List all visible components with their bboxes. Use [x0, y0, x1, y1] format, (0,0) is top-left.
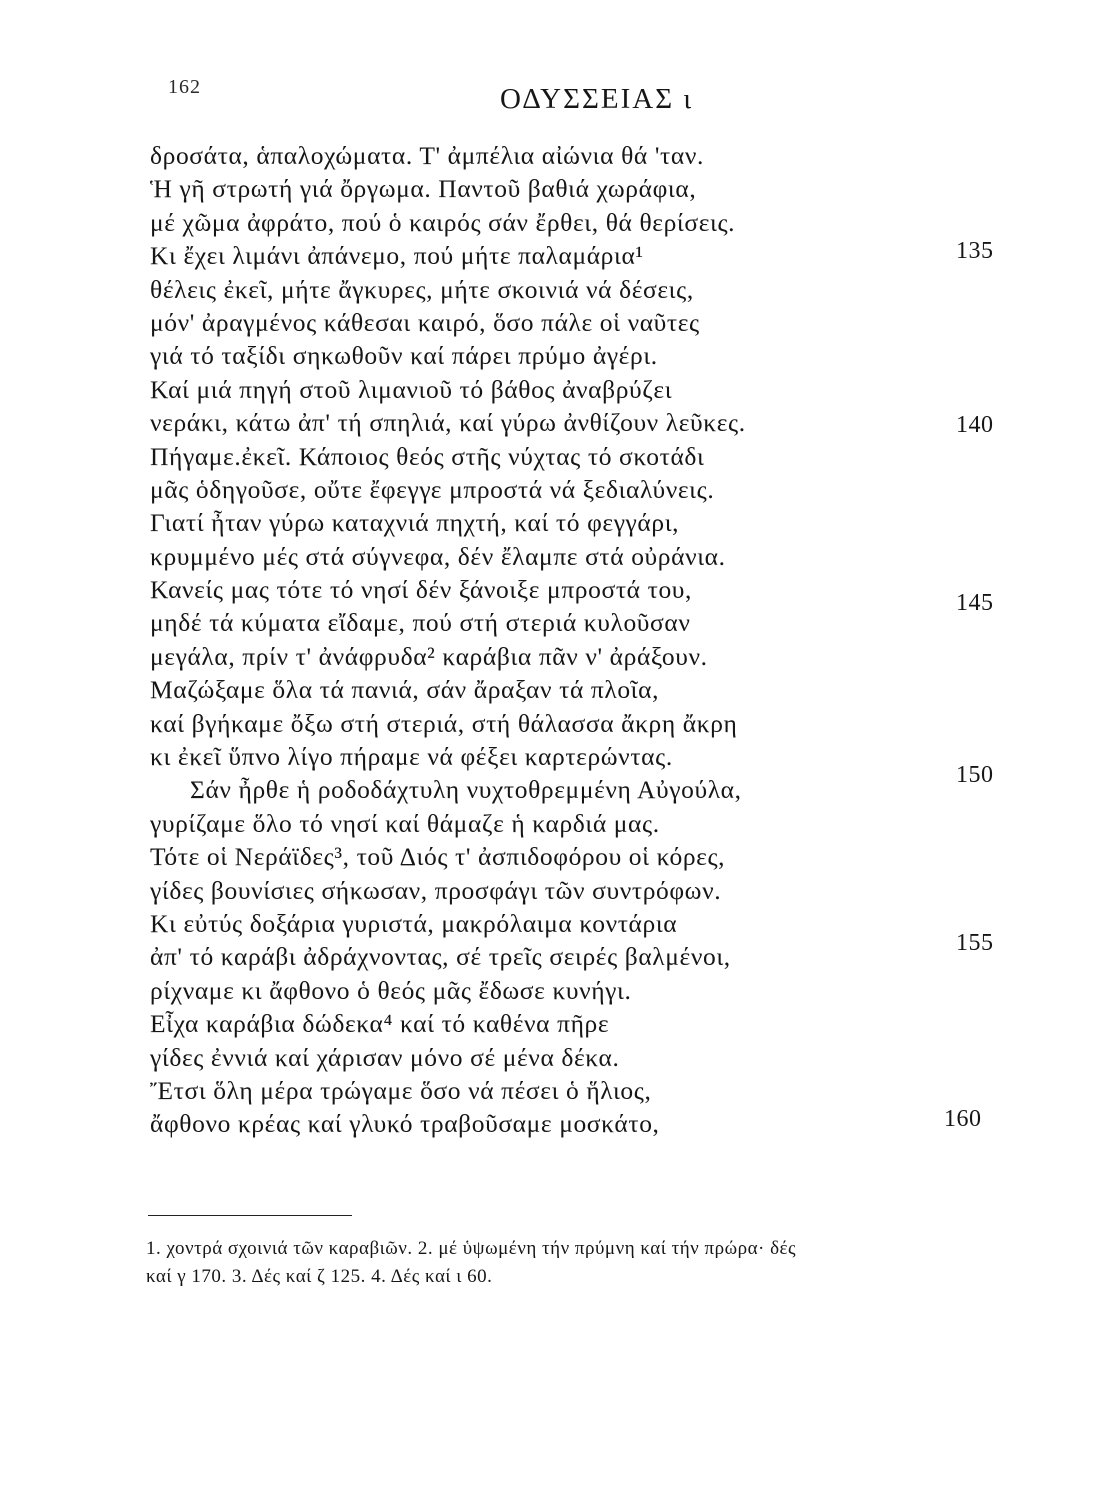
- verse-line: Ἡ γῆ στρωτή γιά ὄργωμα. Παντοῦ βαθιά χωράφια,: [150, 174, 697, 204]
- footnote-line: 1. χοντρά σχοινιά τῶν καραβιῶν. 2. μέ ὑψωμένη τήν πρύμνη καί τήν πρώρα· δές: [146, 1238, 797, 1259]
- verse-line: μηδέ τά κύματα εἴδαμε, πού στή στεριά κυλοῦσαν: [150, 608, 691, 638]
- verse-line: Κανείς μας τότε τό νησί δέν ξάνοιξε μπροστά του,: [150, 575, 692, 605]
- verse-line: καί βγήκαμε ὄξω στή στεριά, στή θάλασσα ἄκρη ἄκρη: [150, 708, 738, 738]
- line-number-marker: 155: [956, 930, 994, 956]
- verse-line: μόν' ἀραγμένος κάθεσαι καιρό, ὅσο πάλε οἱ ναῦτες: [150, 307, 700, 337]
- poem-text: [150, 139, 910, 1141]
- running-title: ΟΔΥΣΣΕΙΑΣ ι: [500, 83, 694, 115]
- verse-line: Ἔτσι ὅλη μέρα τρώγαμε ὅσο νά πέσει ὁ ἥλιος,: [150, 1075, 652, 1105]
- verse-line: μέ χῶμα ἀφράτο, πού ὁ καιρός σάν ἔρθει, θά θερίσεις.: [150, 207, 736, 237]
- line-number-marker: 140: [956, 412, 994, 438]
- verse-line: νεράκι, κάτω ἀπ' τή σπηλιά, καί γύρω ἀνθίζουν λεῦκες.: [150, 408, 746, 438]
- verse-line: γίδες ἐννιά καί χάρισαν μόνο σέ μένα δέκα.: [150, 1042, 620, 1072]
- verse-line: Κι εὐτύς δοξάρια γυριστά, μακρόλαιμα κοντάρια: [150, 908, 678, 938]
- verse-line: γυρίζαμε ὅλο τό νησί καί θάμαζε ἡ καρδιά μας.: [150, 808, 660, 838]
- verse-line: ρίχναμε κι ἄφθονο ὁ θεός μᾶς ἔδωσε κυνήγι.: [150, 975, 632, 1005]
- verse-line: Μαζώξαμε ὅλα τά πανιά, σάν ἄραξαν τά πλοῖα,: [150, 675, 660, 705]
- verse-line: Εἶχα καράβια δώδεκα⁴ καί τό καθένα πῆρε: [150, 1009, 610, 1039]
- line-number-marker: 160: [944, 1106, 982, 1132]
- verse-line: Τότε οἱ Νεράϊδες³, τοῦ Διός τ' ἀσπιδοφόρου οἱ κόρες,: [150, 842, 726, 872]
- verse-line: κρυμμένο μές στά σύγνεφα, δέν ἔλαμπε στά οὐράνια.: [150, 541, 726, 571]
- line-number-marker: 135: [956, 238, 994, 264]
- line-number-marker: 145: [956, 590, 994, 616]
- footnote-line: καί γ 170. 3. Δές καί ζ 125. 4. Δές καί ι 60.: [146, 1266, 493, 1287]
- verse-line: μᾶς ὁδηγοῦσε, οὔτε ἔφεγγε μπροστά νά ξεδιαλύνεις.: [150, 474, 715, 504]
- verse-line: ἀπ' τό καράβι ἀδράχνοντας, σέ τρεῖς σειρές βαλμένοι,: [150, 942, 731, 972]
- verse-line: Σάν ἦρθε ἡ ροδοδάχτυλη νυχτοθρεμμένη Αὐγούλα,: [190, 775, 742, 805]
- line-number-marker: 150: [956, 762, 994, 788]
- verse-line: Κι ἔχει λιμάνι ἀπάνεμο, πού μήτε παλαμάρια¹: [150, 241, 644, 271]
- verse-line: γίδες βουνίσιες σήκωσαν, προσφάγι τῶν συντρόφων.: [150, 875, 722, 905]
- verse-line: ἄφθονο κρέας καί γλυκό τραβοῦσαμε μοσκάτο,: [150, 1109, 660, 1139]
- page-number: 162: [168, 76, 201, 98]
- footnote-divider: [148, 1215, 352, 1216]
- verse-line: Γιατί ἦταν γύρω καταχνιά πηχτή, καί τό φεγγάρι,: [150, 508, 680, 538]
- verse-line: κι ἐκεῖ ὕπνο λίγο πήραμε νά φέξει καρτερώντας.: [150, 742, 673, 772]
- verse-line: γιά τό ταξίδι σηκωθοῦν καί πάρει πρύμο ἀγέρι.: [150, 341, 658, 371]
- verse-line: Πήγαμε.ἐκεῖ. Κάποιος θεός στῆς νύχτας τό σκοτάδι: [150, 441, 705, 471]
- verse-line: δροσάτα, ἁπαλοχώματα. Τ' ἀμπέλια αἰώνια θά 'ταν.: [150, 141, 704, 170]
- verse-line: Καί μιά πηγή στοῦ λιμανιοῦ τό βάθος ἀναβρύζει: [150, 374, 673, 404]
- verse-line: θέλεις ἐκεῖ, μήτε ἄγκυρες, μήτε σκοινιά νά δέσεις,: [150, 274, 694, 304]
- footnotes: [146, 1235, 986, 1291]
- verse-line: μεγάλα, πρίν τ' ἀνάφρυδα² καράβια πᾶν ν' ἀράξουν.: [150, 641, 708, 671]
